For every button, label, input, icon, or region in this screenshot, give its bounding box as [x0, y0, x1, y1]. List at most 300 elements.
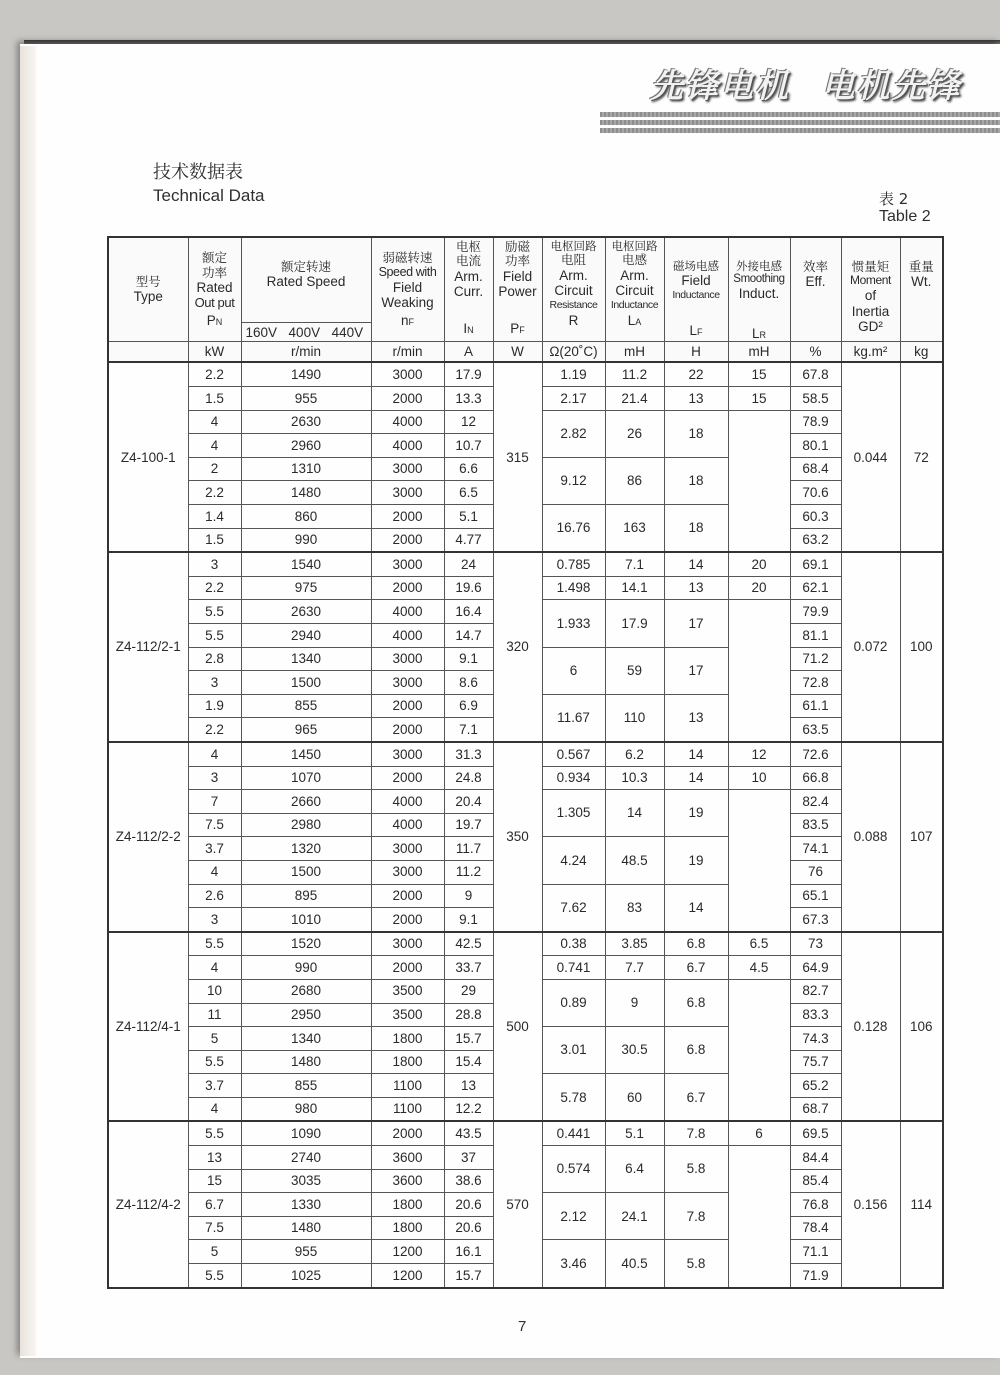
efficiency: 82.7 — [790, 979, 841, 1003]
weak-field-speed: 2000 — [371, 387, 444, 411]
moment-of-inertia: 0.044 — [841, 362, 900, 552]
smoothing-inductance: 15 — [728, 362, 790, 386]
field-inductance: 14 — [664, 766, 728, 790]
rated-output: 1.4 — [188, 505, 241, 529]
weak-field-speed: 3000 — [371, 837, 444, 861]
unit-smoothing: mH — [728, 342, 790, 363]
rated-speed: 2960 — [241, 434, 371, 458]
arm-resistance: 7.62 — [542, 884, 605, 932]
arm-resistance: 5.78 — [542, 1074, 605, 1122]
rated-speed: 1340 — [241, 647, 371, 671]
efficiency: 72.6 — [790, 742, 841, 766]
efficiency: 70.6 — [790, 481, 841, 505]
weak-field-speed: 2000 — [371, 505, 444, 529]
weak-field-speed: 4000 — [371, 410, 444, 434]
arm-resistance: 2.82 — [542, 410, 605, 457]
efficiency: 76 — [790, 860, 841, 884]
unit-weight: kg — [900, 342, 943, 363]
armature-current: 19.7 — [444, 813, 493, 837]
weak-field-speed: 3000 — [371, 457, 444, 481]
armature-current: 24 — [444, 552, 493, 576]
weak-field-speed: 1800 — [371, 1050, 444, 1074]
col-header-arm-resistance: 电枢回路 电阻 Arm. Circuit Resistance R — [542, 237, 605, 342]
rated-output: 3.7 — [188, 1074, 241, 1098]
weight: 114 — [900, 1121, 943, 1287]
weak-field-speed: 1800 — [371, 1216, 444, 1240]
armature-current: 4.77 — [444, 528, 493, 552]
rated-speed: 955 — [241, 1240, 371, 1264]
units-row — [108, 342, 943, 363]
table-row — [108, 362, 943, 386]
efficiency: 64.9 — [790, 956, 841, 980]
field-power: 315 — [493, 362, 542, 552]
rated-output: 4 — [188, 742, 241, 766]
armature-current: 17.9 — [444, 362, 493, 386]
rated-speed: 2680 — [241, 979, 371, 1003]
page-binding-strip — [20, 46, 36, 1356]
page-title-en: Technical Data — [153, 186, 265, 205]
arm-inductance: 21.4 — [605, 387, 664, 411]
table-row — [108, 742, 943, 766]
rated-output: 4 — [188, 1097, 241, 1121]
rated-speed: 1450 — [241, 742, 371, 766]
rated-speed: 1500 — [241, 671, 371, 695]
rated-output: 11 — [188, 1003, 241, 1027]
field-inductance: 19 — [664, 837, 728, 884]
rated-output: 7 — [188, 790, 241, 814]
arm-resistance: 0.574 — [542, 1146, 605, 1193]
armature-current: 16.1 — [444, 1240, 493, 1264]
field-inductance: 7.8 — [664, 1121, 728, 1145]
field-power: 500 — [493, 932, 542, 1122]
efficiency: 71.9 — [790, 1264, 841, 1288]
armature-current: 33.7 — [444, 956, 493, 980]
weak-field-speed: 3000 — [371, 362, 444, 386]
moment-of-inertia: 0.088 — [841, 742, 900, 932]
rated-output: 2.2 — [188, 718, 241, 742]
motor-type: Z4-112/4-2 — [108, 1121, 188, 1287]
armature-current: 15.7 — [444, 1027, 493, 1051]
armature-current: 13.3 — [444, 387, 493, 411]
weight: 72 — [900, 362, 943, 552]
arm-resistance: 16.76 — [542, 505, 605, 553]
weak-field-speed: 2000 — [371, 884, 444, 908]
armature-current: 12 — [444, 410, 493, 434]
weak-field-speed: 3600 — [371, 1146, 444, 1170]
rated-output: 3 — [188, 671, 241, 695]
smoothing-inductance: 20 — [728, 552, 790, 576]
field-inductance: 14 — [664, 884, 728, 932]
smoothing-inductance-empty — [728, 410, 790, 552]
arm-inductance: 7.7 — [605, 956, 664, 980]
motor-type: Z4-100-1 — [108, 362, 188, 552]
armature-current: 9 — [444, 884, 493, 908]
weak-field-speed: 3000 — [371, 742, 444, 766]
unit-field-power: W — [493, 342, 542, 363]
arm-inductance: 163 — [605, 505, 664, 553]
weak-field-speed: 2000 — [371, 528, 444, 552]
arm-inductance: 10.3 — [605, 766, 664, 790]
col-header-arm-inductance: 电枢回路 电感 Arm. Circuit Inductance LA — [605, 237, 664, 342]
rated-output: 3 — [188, 552, 241, 576]
rated-speed: 1330 — [241, 1193, 371, 1217]
armature-current: 29 — [444, 979, 493, 1003]
arm-inductance: 17.9 — [605, 600, 664, 647]
rated-output: 5.5 — [188, 1050, 241, 1074]
weak-field-speed: 4000 — [371, 790, 444, 814]
rated-output: 5.5 — [188, 1121, 241, 1145]
rated-output: 2 — [188, 457, 241, 481]
efficiency: 80.1 — [790, 434, 841, 458]
weak-field-speed: 1800 — [371, 1027, 444, 1051]
smoothing-inductance: 15 — [728, 387, 790, 411]
moment-of-inertia: 0.128 — [841, 932, 900, 1122]
efficiency: 83.5 — [790, 813, 841, 837]
efficiency: 78.4 — [790, 1216, 841, 1240]
armature-current: 6.6 — [444, 457, 493, 481]
arm-inductance: 59 — [605, 647, 664, 694]
technical-data-table — [107, 236, 944, 1289]
arm-resistance: 1.498 — [542, 576, 605, 600]
motor-type: Z4-112/2-2 — [108, 742, 188, 932]
rated-output: 13 — [188, 1146, 241, 1170]
rated-speed: 895 — [241, 884, 371, 908]
unit-weak-speed: r/min — [371, 342, 444, 363]
voltage-subheaders: 160V 400V 440V — [241, 323, 371, 342]
field-inductance: 18 — [664, 410, 728, 457]
arm-inductance: 5.1 — [605, 1121, 664, 1145]
rated-output: 5.5 — [188, 600, 241, 624]
arm-inductance: 6.2 — [605, 742, 664, 766]
col-header-arm-current: 电枢 电流 Arm. Curr. IN — [444, 237, 493, 342]
rated-output: 3 — [188, 908, 241, 932]
field-inductance: 5.8 — [664, 1240, 728, 1288]
weak-field-speed: 2000 — [371, 908, 444, 932]
armature-current: 13 — [444, 1074, 493, 1098]
smoothing-inductance-empty — [728, 790, 790, 932]
smoothing-inductance: 6 — [728, 1121, 790, 1145]
weak-field-speed: 3000 — [371, 552, 444, 576]
efficiency: 75.7 — [790, 1050, 841, 1074]
moment-of-inertia: 0.156 — [841, 1121, 900, 1287]
rated-speed: 2980 — [241, 813, 371, 837]
efficiency: 68.7 — [790, 1097, 841, 1121]
efficiency: 71.2 — [790, 647, 841, 671]
weak-field-speed: 3600 — [371, 1169, 444, 1193]
unit-arm-inductance: mH — [605, 342, 664, 363]
rated-speed: 2740 — [241, 1146, 371, 1170]
unit-field-inductance: H — [664, 342, 728, 363]
arm-inductance: 110 — [605, 694, 664, 742]
smoothing-inductance-empty — [728, 1146, 790, 1288]
smoothing-inductance: 4.5 — [728, 956, 790, 980]
efficiency: 68.4 — [790, 457, 841, 481]
rated-output: 2.2 — [188, 362, 241, 386]
rated-speed: 1500 — [241, 860, 371, 884]
rated-speed: 1310 — [241, 457, 371, 481]
arm-resistance: 0.441 — [542, 1121, 605, 1145]
rated-speed: 990 — [241, 956, 371, 980]
armature-current: 9.1 — [444, 908, 493, 932]
armature-current: 43.5 — [444, 1121, 493, 1145]
armature-current: 42.5 — [444, 932, 493, 956]
weak-field-speed: 2000 — [371, 956, 444, 980]
arm-inductance: 7.1 — [605, 552, 664, 576]
weight: 107 — [900, 742, 943, 932]
rated-speed: 990 — [241, 528, 371, 552]
efficiency: 69.1 — [790, 552, 841, 576]
arm-resistance: 9.12 — [542, 457, 605, 504]
field-inductance: 13 — [664, 576, 728, 600]
arm-resistance: 3.01 — [542, 1027, 605, 1074]
page-number: 7 — [518, 1318, 527, 1335]
efficiency: 71.1 — [790, 1240, 841, 1264]
unit-power: kW — [188, 342, 241, 363]
arm-resistance: 2.17 — [542, 387, 605, 411]
col-header-type: 型号 Type — [108, 237, 188, 342]
unit-resistance: Ω(20˚C) — [542, 342, 605, 363]
col-header-weak-speed: 弱磁转速 Speed with Field Weaking nF — [371, 237, 444, 342]
arm-inductance: 48.5 — [605, 837, 664, 884]
field-inductance: 13 — [664, 694, 728, 742]
efficiency: 69.5 — [790, 1121, 841, 1145]
rated-output: 6.7 — [188, 1193, 241, 1217]
rated-output: 7.5 — [188, 813, 241, 837]
rated-speed: 1320 — [241, 837, 371, 861]
arm-resistance: 11.67 — [542, 694, 605, 742]
rated-output: 2.6 — [188, 884, 241, 908]
field-inductance: 6.7 — [664, 1074, 728, 1122]
arm-resistance: 0.934 — [542, 766, 605, 790]
unit-efficiency: % — [790, 342, 841, 363]
weak-field-speed: 3000 — [371, 647, 444, 671]
rated-speed: 855 — [241, 1074, 371, 1098]
rated-output: 15 — [188, 1169, 241, 1193]
col-header-rated-output: 额定功率 Rated Out put PN — [188, 237, 241, 342]
field-inductance: 18 — [664, 505, 728, 553]
rated-output: 10 — [188, 979, 241, 1003]
armature-current: 31.3 — [444, 742, 493, 766]
efficiency: 61.1 — [790, 694, 841, 718]
smoothing-inductance: 12 — [728, 742, 790, 766]
armature-current: 6.9 — [444, 694, 493, 718]
smoothing-inductance: 20 — [728, 576, 790, 600]
armature-current: 38.6 — [444, 1169, 493, 1193]
arm-inductance: 30.5 — [605, 1027, 664, 1074]
efficiency: 73 — [790, 932, 841, 956]
arm-resistance: 0.741 — [542, 956, 605, 980]
motor-type: Z4-112/2-1 — [108, 552, 188, 742]
motor-type: Z4-112/4-1 — [108, 932, 188, 1122]
rated-speed: 975 — [241, 576, 371, 600]
rated-output: 1.5 — [188, 387, 241, 411]
arm-resistance: 0.567 — [542, 742, 605, 766]
armature-current: 20.6 — [444, 1193, 493, 1217]
arm-inductance: 86 — [605, 457, 664, 504]
field-power: 320 — [493, 552, 542, 742]
weak-field-speed: 2000 — [371, 694, 444, 718]
col-header-weight: 重量 Wt. — [900, 237, 943, 342]
rated-speed: 1090 — [241, 1121, 371, 1145]
rated-speed: 1025 — [241, 1264, 371, 1288]
col-header-efficiency: 效率 Eff. — [790, 237, 841, 342]
rated-output: 5 — [188, 1240, 241, 1264]
weak-field-speed: 2000 — [371, 1121, 444, 1145]
armature-current: 12.2 — [444, 1097, 493, 1121]
rated-speed: 2940 — [241, 624, 371, 648]
efficiency: 76.8 — [790, 1193, 841, 1217]
efficiency: 63.2 — [790, 528, 841, 552]
efficiency: 65.1 — [790, 884, 841, 908]
brand-slogan: 先锋电机 电机先锋 — [650, 66, 962, 105]
table-row — [108, 932, 943, 956]
armature-current: 11.7 — [444, 837, 493, 861]
efficiency: 74.1 — [790, 837, 841, 861]
weak-field-speed: 1100 — [371, 1074, 444, 1098]
field-power: 570 — [493, 1121, 542, 1287]
table-row — [108, 552, 943, 576]
armature-current: 7.1 — [444, 718, 493, 742]
rated-output: 4 — [188, 410, 241, 434]
rated-speed: 1520 — [241, 932, 371, 956]
rated-speed: 3035 — [241, 1169, 371, 1193]
unit-inertia: kg.m² — [841, 342, 900, 363]
efficiency: 82.4 — [790, 790, 841, 814]
smoothing-inductance: 6.5 — [728, 932, 790, 956]
armature-current: 10.7 — [444, 434, 493, 458]
arm-resistance: 0.89 — [542, 979, 605, 1026]
field-inductance: 7.8 — [664, 1193, 728, 1240]
field-inductance: 17 — [664, 647, 728, 694]
weight: 100 — [900, 552, 943, 742]
table-body — [108, 362, 943, 1287]
col-header-rated-speed: 额定转速 Rated Speed — [241, 237, 371, 323]
arm-resistance: 0.38 — [542, 932, 605, 956]
rated-speed: 860 — [241, 505, 371, 529]
armature-current: 14.7 — [444, 624, 493, 648]
rated-output: 4 — [188, 434, 241, 458]
rated-output: 5.5 — [188, 932, 241, 956]
rated-output: 2.2 — [188, 576, 241, 600]
rated-output: 1.9 — [188, 694, 241, 718]
col-header-smoothing-inductance: 外接电感 Smoothing Induct. LR — [728, 237, 790, 342]
arm-inductance: 26 — [605, 410, 664, 457]
col-header-inertia: 惯量矩 Moment of Inertia GD² — [841, 237, 900, 342]
efficiency: 62.1 — [790, 576, 841, 600]
efficiency: 67.3 — [790, 908, 841, 932]
rated-output: 4 — [188, 860, 241, 884]
arm-inductance: 14 — [605, 790, 664, 837]
weak-field-speed: 3500 — [371, 979, 444, 1003]
arm-resistance: 2.12 — [542, 1193, 605, 1240]
armature-current: 15.4 — [444, 1050, 493, 1074]
table-label-cn: 表 2 — [879, 190, 909, 208]
field-inductance: 6.7 — [664, 956, 728, 980]
col-header-field-inductance: 磁场电感 Field Inductance LF — [664, 237, 728, 342]
rated-output: 2.8 — [188, 647, 241, 671]
arm-inductance: 11.2 — [605, 362, 664, 386]
field-inductance: 6.8 — [664, 979, 728, 1026]
col-header-field-power: 励磁 功率 Field Power PF — [493, 237, 542, 342]
weak-field-speed: 4000 — [371, 813, 444, 837]
rated-speed: 2630 — [241, 600, 371, 624]
rated-output: 5.5 — [188, 1264, 241, 1288]
armature-current: 20.4 — [444, 790, 493, 814]
efficiency: 65.2 — [790, 1074, 841, 1098]
arm-inductance: 83 — [605, 884, 664, 932]
weak-field-speed: 1100 — [371, 1097, 444, 1121]
armature-current: 28.8 — [444, 1003, 493, 1027]
field-inductance: 18 — [664, 457, 728, 504]
field-inductance: 14 — [664, 742, 728, 766]
armature-current: 37 — [444, 1146, 493, 1170]
field-power: 350 — [493, 742, 542, 932]
arm-inductance: 14.1 — [605, 576, 664, 600]
weak-field-speed: 2000 — [371, 718, 444, 742]
field-inductance: 13 — [664, 387, 728, 411]
weak-field-speed: 3000 — [371, 481, 444, 505]
rated-speed: 955 — [241, 387, 371, 411]
arm-inductance: 6.4 — [605, 1146, 664, 1193]
efficiency: 63.5 — [790, 718, 841, 742]
armature-current: 5.1 — [444, 505, 493, 529]
armature-current: 11.2 — [444, 860, 493, 884]
weak-field-speed: 1800 — [371, 1193, 444, 1217]
rated-speed: 1070 — [241, 766, 371, 790]
arm-inductance: 9 — [605, 979, 664, 1026]
rated-output: 3.7 — [188, 837, 241, 861]
moment-of-inertia: 0.072 — [841, 552, 900, 742]
rated-speed: 980 — [241, 1097, 371, 1121]
arm-inductance: 40.5 — [605, 1240, 664, 1288]
efficiency: 58.5 — [790, 387, 841, 411]
smoothing-inductance: 10 — [728, 766, 790, 790]
arm-resistance: 6 — [542, 647, 605, 694]
rated-speed: 1480 — [241, 1216, 371, 1240]
arm-resistance: 1.305 — [542, 790, 605, 837]
armature-current: 9.1 — [444, 647, 493, 671]
weak-field-speed: 3500 — [371, 1003, 444, 1027]
arm-inductance: 24.1 — [605, 1193, 664, 1240]
rated-speed: 855 — [241, 694, 371, 718]
page-title-cn: 技术数据表 — [153, 162, 243, 183]
weak-field-speed: 2000 — [371, 766, 444, 790]
rated-speed: 2630 — [241, 410, 371, 434]
rated-speed: 1490 — [241, 362, 371, 386]
field-inductance: 22 — [664, 362, 728, 386]
armature-current: 20.6 — [444, 1216, 493, 1240]
armature-current: 8.6 — [444, 671, 493, 695]
armature-current: 6.5 — [444, 481, 493, 505]
rated-output: 5 — [188, 1027, 241, 1051]
field-inductance: 5.8 — [664, 1146, 728, 1193]
arm-resistance: 4.24 — [542, 837, 605, 884]
rated-output: 1.5 — [188, 528, 241, 552]
rated-output: 4 — [188, 956, 241, 980]
unit-current: A — [444, 342, 493, 363]
rated-speed: 1540 — [241, 552, 371, 576]
field-inductance: 6.8 — [664, 1027, 728, 1074]
rated-speed: 1340 — [241, 1027, 371, 1051]
weak-field-speed: 4000 — [371, 600, 444, 624]
rated-output: 3 — [188, 766, 241, 790]
arm-inductance: 3.85 — [605, 932, 664, 956]
field-inductance: 6.8 — [664, 932, 728, 956]
arm-resistance: 1.19 — [542, 362, 605, 386]
arm-resistance: 3.46 — [542, 1240, 605, 1288]
weak-field-speed: 1200 — [371, 1240, 444, 1264]
weak-field-speed: 4000 — [371, 434, 444, 458]
